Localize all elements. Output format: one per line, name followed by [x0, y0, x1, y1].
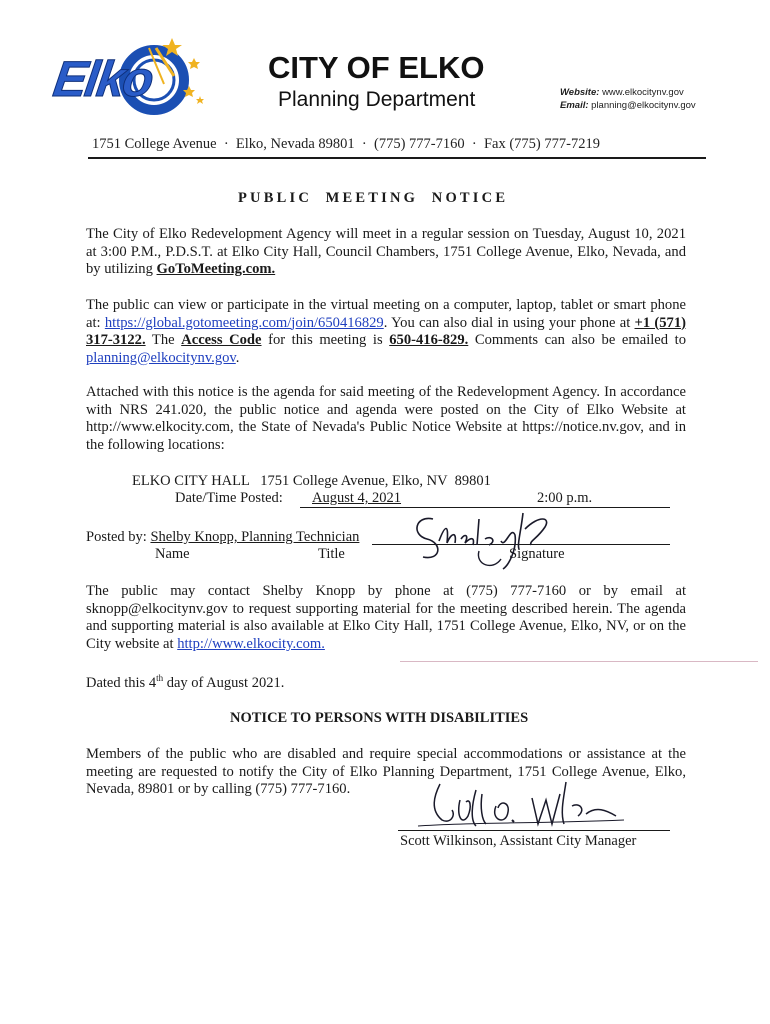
address-line: 1751 College Avenue · Elko, Nevada 89801 · (775) 777-7160 · Fax (775) 777-7219	[92, 136, 600, 152]
email-value: planning@elkocitynv.gov	[591, 100, 696, 111]
meeting-paragraph	[86, 226, 686, 279]
poster-signature	[405, 505, 565, 573]
title-caption: Title	[318, 546, 345, 562]
email-line	[560, 100, 696, 111]
supporting-text: The public may contact Shelby Knopp by phone at (775) 777-7160 or by email at sknopp@elkocitynv.gov to request supporting material for the meeting described herein. The agenda and supporting material is also available at Elko City Hall, 1751 College Avenue, Elko, NV, or on the City website at	[86, 583, 686, 652]
website-value: www.elkocitynv.gov	[602, 87, 684, 98]
dated-superscript: th	[156, 673, 164, 683]
access-code-value: 650-416-829.	[389, 332, 469, 349]
meeting-url-link[interactable]: https://global.gotomeeting.com/join/650416829	[104, 314, 384, 331]
website-label: Website:	[560, 87, 600, 98]
comments-text: Comments can also be emailed to	[468, 332, 686, 349]
for-meeting-text: for this meeting is	[261, 332, 390, 349]
header-divider	[88, 157, 706, 159]
signature-caption: Signature	[509, 546, 565, 562]
posting-paragraph: Attached with this notice is the agenda for said meeting of the Redevelopment Agency. In accordance with NRS 241.020, the public notice and agenda were posted on the City of Elko Website at http://www.elkocity.com, the State of Nevada's Public Notice Website at https://notice.nv.gov, and in the following locations:	[86, 384, 686, 453]
manager-signature	[410, 776, 630, 834]
planning-email-link[interactable]: planning@elkocitynv.gov	[86, 349, 236, 366]
email-label: Email:	[560, 100, 589, 111]
dated-suffix: day of August 2021.	[163, 674, 285, 691]
access-code-label: Access Code	[181, 332, 262, 349]
date-time-label: Date/Time Posted:	[175, 490, 283, 506]
disabilities-heading: NOTICE TO PERSONS WITH DISABILITIES	[230, 710, 529, 726]
gotomeeting-link[interactable]: GoToMeeting.com.	[156, 261, 276, 278]
page-title: CITY OF ELKO	[268, 50, 485, 85]
department-name: Planning Department	[278, 88, 476, 111]
dated-line	[86, 673, 284, 692]
manager-signature-graphic	[410, 776, 630, 834]
posting-location: ELKO CITY HALL 1751 College Avenue, Elko, NV 89801	[132, 473, 491, 489]
meeting-text: The City of Elko Redevelopment Agency will meet in a regular session on Tuesday, August 10, 2021 at 3:00 P.M., P.D.S.T. at Elko City Hall, Council Chambers, 1751 College Avenue, Elko, Nevada, and by utilizing	[86, 226, 686, 278]
posted-by-row	[86, 529, 359, 546]
city-logo	[44, 36, 214, 116]
supporting-material-paragraph	[86, 583, 686, 653]
website-line	[560, 87, 684, 98]
logo-text: Elko	[50, 51, 156, 107]
dated-prefix: Dated this 4	[86, 674, 157, 691]
city-website-link[interactable]: http://www.elkocity.com.	[177, 635, 325, 652]
name-caption: Name	[155, 546, 190, 562]
date-posted: August 4, 2021	[312, 490, 402, 506]
notice-heading: PUBLIC MEETING NOTICE	[238, 190, 509, 206]
posted-by-value: Shelby Knopp, Planning Technician	[150, 529, 360, 545]
period-text: .	[235, 349, 240, 366]
virtual-text: The public can view or participate in the virtual meeting on a computer, laptop, tablet or smart phone at:	[86, 297, 686, 331]
posted-by-label: Posted by:	[86, 529, 147, 545]
manager-signature-line	[398, 830, 670, 831]
time-posted: 2:00 p.m.	[537, 490, 593, 506]
dial-text: . You can also dial in using your phone at	[383, 314, 635, 331]
poster-signature-graphic	[405, 505, 565, 573]
faint-divider	[400, 661, 758, 662]
virtual-access-paragraph	[86, 297, 686, 367]
dial-phone-number[interactable]: +1 (571) 317-3122.	[86, 314, 686, 349]
disabilities-paragraph: Members of the public who are disabled and require special accommodations or assistance at the meeting are requested to notify the City of Elko Planning Department, 1751 College Avenue, Elko, Nevada, 89801 or by calling (775) 777-7160.	[86, 746, 686, 798]
signer-name: Scott Wilkinson, Assistant City Manager	[400, 833, 637, 849]
the-text: The	[145, 332, 182, 349]
